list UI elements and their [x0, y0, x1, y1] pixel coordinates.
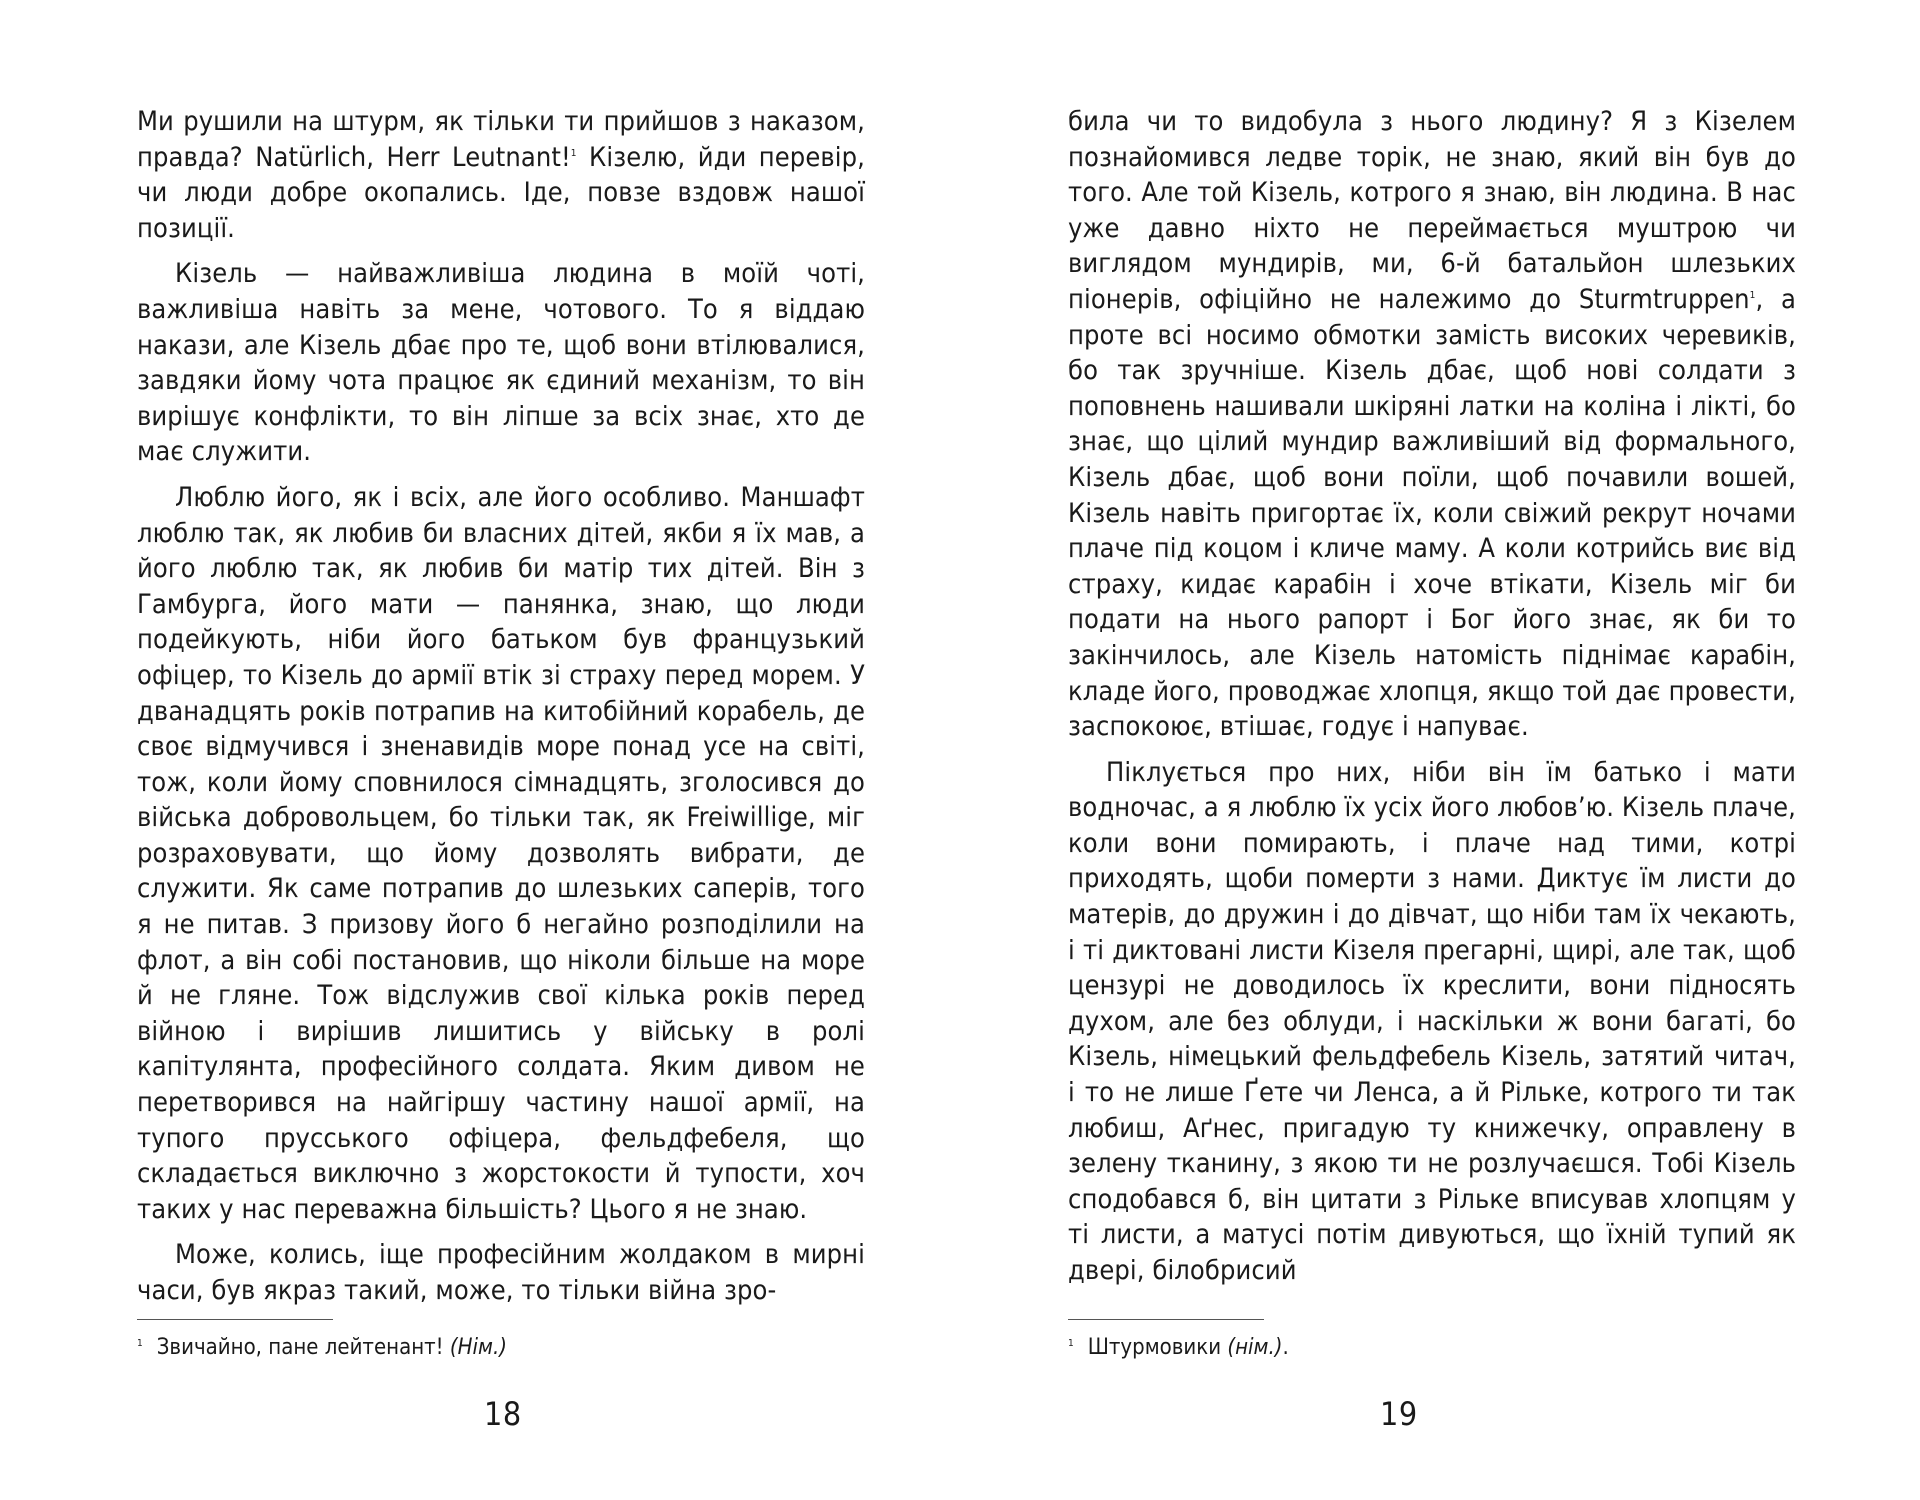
footnote-text: Штурмовики	[1087, 1335, 1222, 1360]
left-paragraph-2: Кізель — найважливіша людина в моїй чоті, важливіша навіть за мене, чотового. То я віддаю накази, але Кізель дбає про те, щоб вони втілювалися, завдяки йому чота працює як єдиний механізм, то він вирішує конфлікти, то він ліпше за всіх знає, хто де має служити.	[137, 258, 865, 468]
footnote-divider	[1068, 1319, 1264, 1320]
footnote-reference: 1	[1749, 289, 1756, 301]
left-paragraph-1	[137, 104, 865, 246]
footnote-mark: 1	[137, 1337, 143, 1349]
right-page	[960, 0, 1920, 1500]
right-page-text	[1068, 104, 1796, 1289]
left-paragraph-1-text-cont: Кізелю, йди перевір, чи люди добре окопались. Іде, повзе вздовж нашої позиції.	[137, 141, 865, 244]
footnote-language-note: (нім.)	[1227, 1335, 1283, 1360]
footnote-mark: 1	[1068, 1337, 1074, 1349]
footnote-language-note: (Нім.)	[449, 1335, 507, 1360]
right-paragraph-1-text: била чи то видобула з нього людину? Я з Кізелем познайомився ледве торік, не знаю, який він був до того. Але той Кізель, котрого я знаю, він людина. В нас уже давно ніхто не переймається муштрою чи виглядом мундирів, ми, 6-й батальйон шлезьких піонерів, офіційно не належимо до Sturmtruppen	[1068, 106, 1796, 315]
right-footnote	[1068, 1334, 1289, 1362]
right-paragraph-2: Піклується про них, ніби він їм батько і мати водночас, а я люблю їх усіх його любов’ю. Кізель плаче, коли вони помирають, і плаче над тими, котрі приходять, щоби померти з нами. Диктує їм листи до матерів, до дружин і до дівчат, що ніби там їх чекають, і ті диктовані листи Кізеля прегарні, щирі, але так, щоб цензурі не доводилось їх креслити, вони підносять духом, але без облуди, і наскільки ж вони багаті, бо Кізель, німецький фельдфебель Кізель, затятий читач, і то не лише Ґете чи Ленса, а й Рільке, котрого ти так любиш, Аґнес, пригадую ту книжечку, оправлену в зелену тканину, з якою ти не розлучаєшся. Тобі Кізель сподобався б, він цитати з Рільке вписував хлопцям у ті листи, а матусі потім дивуються, що їхній тупий як двері, білобрисий	[1068, 756, 1796, 1286]
footnote-divider	[137, 1319, 333, 1320]
left-paragraph-3: Люблю його, як і всіх, але його особливо. Маншафт люблю так, як любив би власних дітей, якби я їх мав, а його люблю так, як любив би матір тих дітей. Він з Гамбурга, його мати — панянка, знаю, що люди подейкують, ніби його батьком був французький офіцер, то Кізель до армії втік зі страху перед морем. У дванадцять років потрапив на китобійний корабель, де своє відмучився і зненавидів море понад усе на світі, тож, коли йому сповнилося сімнадцять, зголосився до війська добровольцем, бо тільки так, як Freiwillige, міг розраховувати, що йому дозволять вибрати, де служити. Як саме потрапив до шлезьких саперів, того я не питав. З призову його б негайно розподілили на флот, а він собі постановив, що ніколи більше на море й не гляне. Тож відслужив свої кілька років перед війною і вирішив лишитись у війську в ролі капітулянта, професійного солдата. Яким дивом не перетворився на найгіршу частину нашої армії, на тупого прусського офіцера, фельдфебеля, що складається виключно з жорстокости й тупости, хоч таких у нас переважна більшість? Цього я не знаю.	[137, 481, 865, 1225]
left-footnote	[137, 1334, 507, 1362]
left-paragraph-4: Може, колись, іще професійним жолдаком в мирні часи, був якраз такий, може, то тільки війна зро-	[137, 1239, 865, 1306]
page-number-left: 18	[484, 1395, 522, 1433]
right-paragraph-1	[1068, 104, 1796, 745]
footnote-reference: 1	[570, 147, 577, 159]
right-paragraph-1-text-cont: , а проте всі носимо обмотки замість високих черевиків, бо так зручніше. Кізель дбає, щоб нові солдати з поповнень нашивали шкіряні латки на коліна і лікті, бо знає, що цілий мундир важливіший від формального, Кізель дбає, щоб вони поїли, щоб почавили вошей, Кізель навіть пригортає їх, коли свіжий рекрут ночами плаче під коцом і кличе маму. А коли котрийсь виє від страху, кидає карабін і хоче втікати, Кізель міг би подати на нього рапорт і Бог його знає, як би то закінчилось, але Кізель натомість піднімає карабін, кладе його, проводжає хлопця, якщо той дає провести, заспокоює, втішає, годує і напуває.	[1068, 283, 1797, 743]
left-paragraph-1-text: Ми рушили на штурм, як тільки ти прийшов з наказом, правда? Natürlich, Herr Leutnant!	[137, 106, 865, 173]
footnote-text: Звичайно, пане лейтенант!	[156, 1335, 444, 1360]
left-page-text	[137, 104, 865, 1309]
page-number-right: 19	[1380, 1395, 1418, 1433]
footnote-trailing-period: .	[1282, 1335, 1289, 1360]
